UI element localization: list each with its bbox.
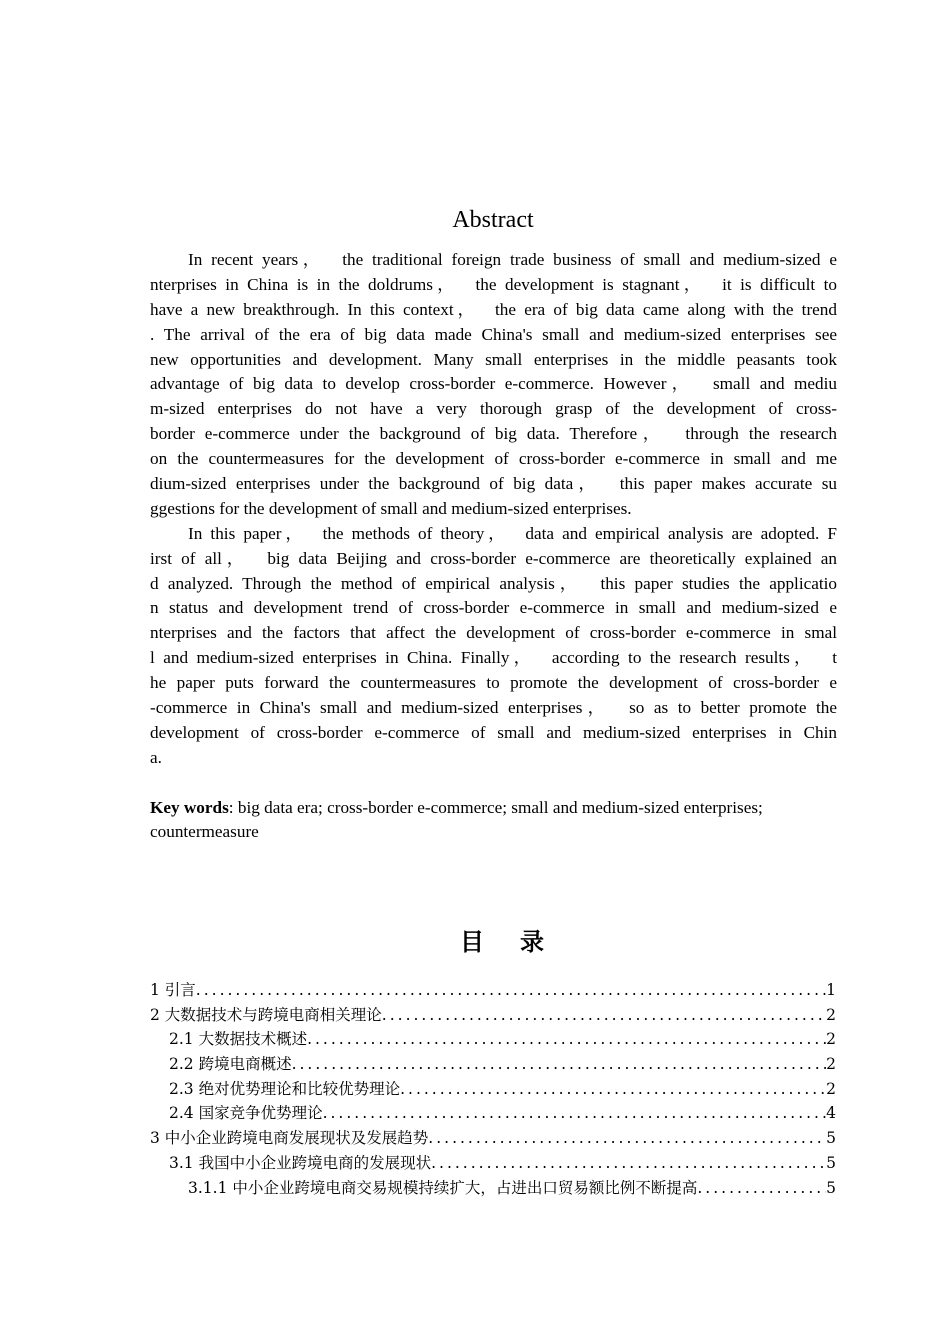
keywords-label: Key words xyxy=(150,797,229,817)
toc-entry[interactable] xyxy=(150,1077,836,1102)
abstract-line: nterprises in China is in the doldrums， the development is stagnant， it is difficult to xyxy=(150,274,837,294)
abstract-line: new opportunities and development. Many small enterprises in the middle peasants took xyxy=(150,349,837,369)
abstract-line: nterprises and the factors that affect the development of cross-border e-commerce in smal xyxy=(150,623,837,643)
toc-dot-leader xyxy=(307,1027,826,1052)
abstract-line: -commerce in China's small and medium-sized enterprises， so as to better promote the xyxy=(150,698,837,718)
abstract-line: In this paper， the methods of theory， data and empirical analysis are adopted. F xyxy=(188,523,837,543)
abstract-title: Abstract xyxy=(452,207,534,233)
toc-entry-text: 2.1 大数据技术概述 xyxy=(169,1030,308,1049)
toc-entry-text: 3 中小企业跨境电商发展现状及发展趋势 xyxy=(150,1129,429,1148)
toc-dot-leader xyxy=(196,978,826,1003)
toc-dot-leader xyxy=(400,1077,826,1102)
toc-entry-text: 2.2 跨境电商概述 xyxy=(169,1055,292,1074)
toc-dot-leader xyxy=(292,1052,827,1077)
toc-dot-leader xyxy=(382,1003,826,1028)
toc-page-number: 5 xyxy=(826,1129,836,1148)
toc-page-number: 5 xyxy=(826,1178,836,1197)
toc-page-number: 1 xyxy=(826,981,836,999)
toc-page-number: 4 xyxy=(826,1104,836,1123)
toc-dot-leader xyxy=(428,1126,826,1151)
abstract-paragraph-2 xyxy=(150,522,837,771)
toc-entry[interactable] xyxy=(150,1052,836,1077)
toc-entry[interactable] xyxy=(150,1027,836,1052)
toc-entry[interactable] xyxy=(150,1101,836,1126)
toc-dot-leader xyxy=(697,1176,826,1201)
abstract-line: development of cross-border e-commerce of small and medium-sized enterprises in Chin xyxy=(150,722,837,742)
toc-entry-text: 2.3 绝对优势理论和比较优势理论 xyxy=(169,1079,401,1098)
abstract-paragraph-1 xyxy=(150,248,837,522)
keywords-text: : big data era; cross-border e-commerce; small and medium-sized enterprises; xyxy=(228,797,763,817)
toc-page-number: 2 xyxy=(826,1030,836,1049)
toc-entry-text: 2.4 国家竞争优势理论 xyxy=(169,1104,323,1123)
toc-page-number: 5 xyxy=(826,1153,836,1172)
abstract-line: advantage of big data to develop cross-border e-commerce. However， small and mediu xyxy=(150,374,837,394)
abstract-line: l and medium-sized enterprises in China. Finally， according to the research results， t xyxy=(150,648,837,668)
abstract-line: ggestions for the development of small and medium-sized enterprises. xyxy=(150,498,632,518)
toc-entry[interactable] xyxy=(150,1126,836,1151)
keywords-line xyxy=(150,796,837,821)
abstract-line: a. xyxy=(150,747,162,767)
table-of-contents xyxy=(150,978,836,1200)
toc-title: 目录 xyxy=(460,928,580,956)
abstract-line: In recent years， the traditional foreign trade business of small and medium-sized e xyxy=(188,250,837,269)
toc-entry-text: 3.1 我国中小企业跨境电商的发展现状 xyxy=(169,1153,432,1172)
abstract-line: m-sized enterprises do not have a very thorough grasp of the development of cross- xyxy=(150,399,837,419)
toc-entry-text: 3.1.1 中小企业跨境电商交易规模持续扩大，占进出口贸易额比例不断提高 xyxy=(188,1178,698,1197)
abstract-line: he paper puts forward the countermeasures to promote the development of cross-border e xyxy=(150,673,837,693)
abstract-line: dium-sized enterprises under the background of big data， this paper makes accurate su xyxy=(150,474,837,494)
abstract-body xyxy=(150,248,837,845)
toc-entry[interactable] xyxy=(150,1151,836,1176)
keywords-continuation: countermeasure xyxy=(150,822,259,842)
toc-entry-text: 2 大数据技术与跨境电商相关理论 xyxy=(150,1005,382,1024)
abstract-line: . The arrival of the era of big data made China's small and medium-sized enterprises see xyxy=(150,324,837,344)
abstract-line: n status and development trend of cross-border e-commerce in small and medium-sized e xyxy=(150,598,837,618)
toc-dot-leader xyxy=(431,1151,826,1176)
toc-dot-leader xyxy=(323,1101,827,1126)
toc-entry[interactable] xyxy=(150,1003,836,1028)
toc-page-number: 2 xyxy=(826,1055,836,1074)
abstract-line: border e-commerce under the background of big data. Therefore， through the research xyxy=(150,424,837,444)
abstract-line: have a new breakthrough. In this context， the era of big data came along with the trend xyxy=(150,299,837,319)
abstract-line: on the countermeasures for the development of cross-border e-commerce in small and me xyxy=(150,449,837,469)
abstract-line: irst of all， big data Beijing and cross-border e-commerce are theoretically explained an xyxy=(150,548,837,568)
toc-page-number: 2 xyxy=(826,1005,836,1024)
toc-page-number: 2 xyxy=(826,1079,836,1098)
abstract-line: d analyzed. Through the method of empirical analysis， this paper studies the applicatio xyxy=(150,573,837,593)
toc-entry[interactable] xyxy=(150,978,836,1003)
toc-entry-text: 1 引言 xyxy=(150,981,196,999)
toc-entry[interactable] xyxy=(150,1176,836,1201)
